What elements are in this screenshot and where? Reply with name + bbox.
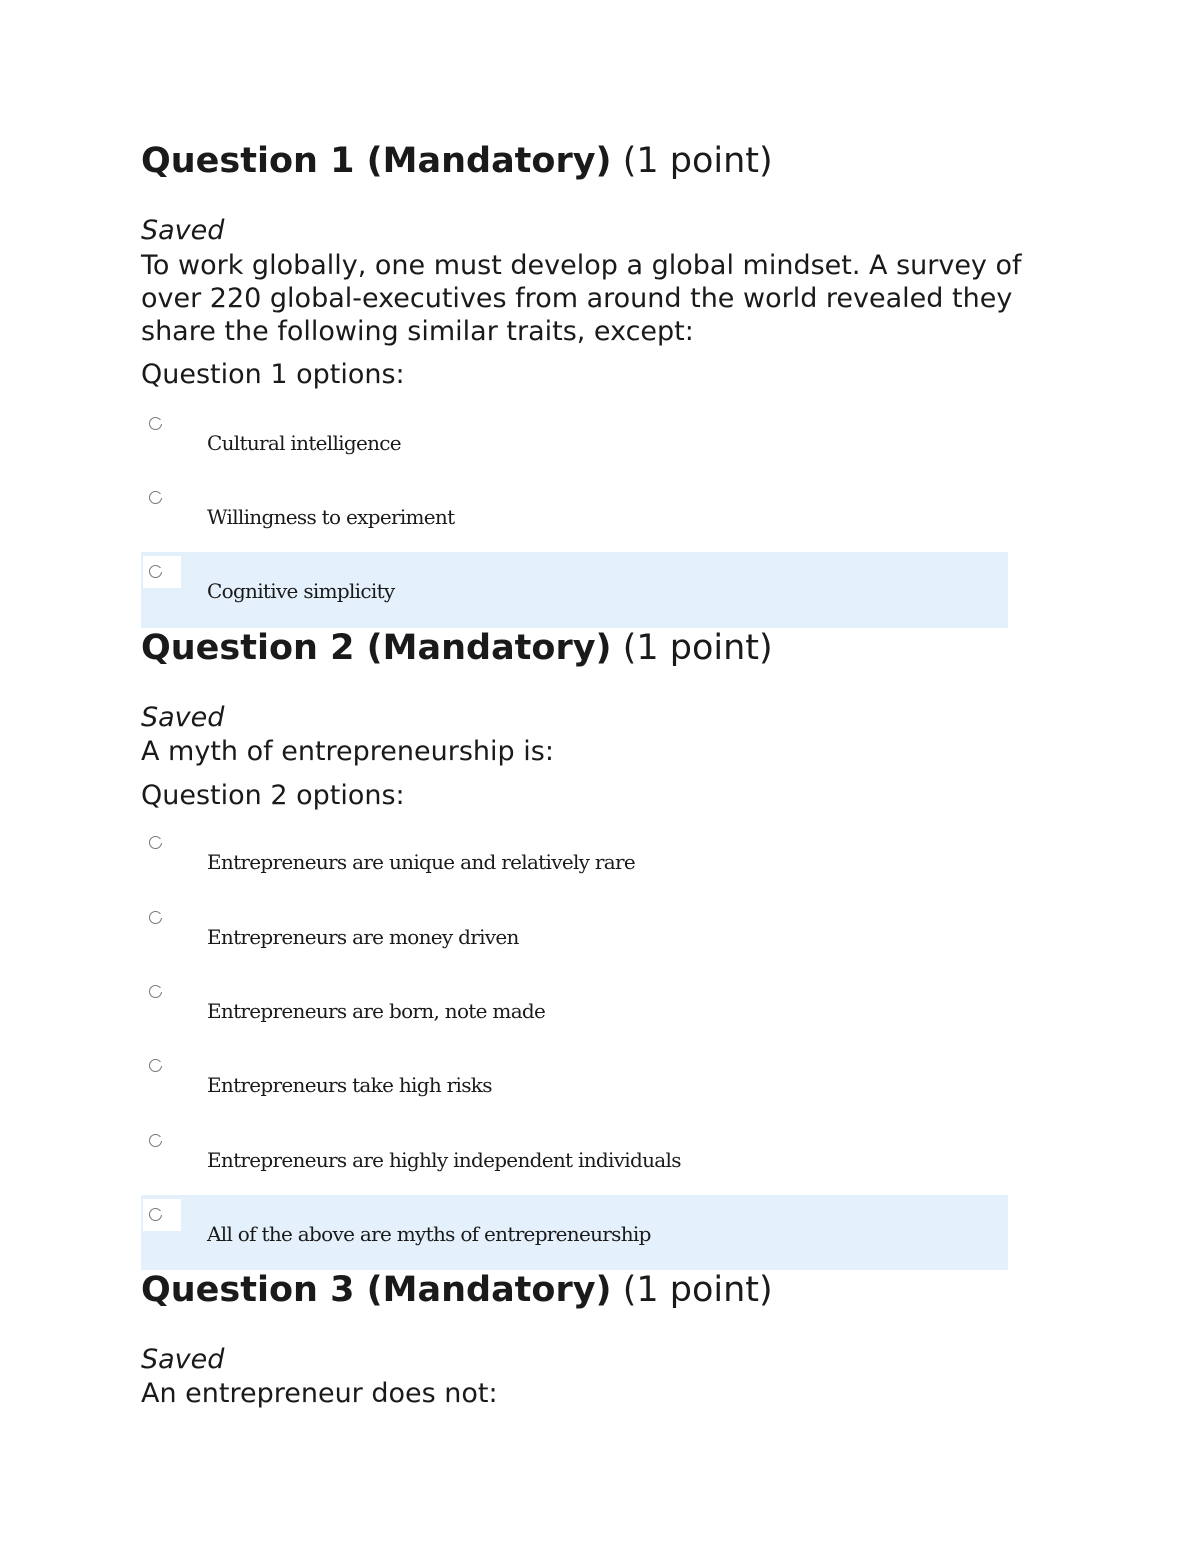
option-cultural-intelligence[interactable] — [141, 404, 1008, 478]
radio-container — [143, 556, 181, 588]
radio-container — [143, 482, 181, 514]
question-3-prompt: An entrepreneur does not: — [141, 1378, 498, 1409]
question-2-prompt: A myth of entrepreneurship is: — [141, 736, 554, 767]
radio-button[interactable] — [149, 836, 162, 849]
radio-container — [143, 827, 181, 859]
option-born-not-made[interactable] — [141, 972, 1008, 1046]
radio-button[interactable] — [149, 1208, 162, 1221]
radio-button[interactable] — [149, 1134, 162, 1147]
option-willingness-to-experiment[interactable] — [141, 478, 1008, 552]
question-points: (1 point) — [622, 628, 773, 668]
question-points: (1 point) — [622, 1270, 773, 1310]
question-1-title — [141, 141, 773, 181]
saved-status: Saved — [141, 702, 225, 733]
radio-container — [143, 1199, 181, 1231]
radio-button[interactable] — [149, 565, 162, 578]
option-label: Entrepreneurs take high risks — [207, 1073, 492, 1097]
option-unique-and-rare[interactable] — [141, 823, 1008, 897]
option-label: All of the above are myths of entrepreneurship — [207, 1222, 651, 1246]
option-label: Cognitive simplicity — [207, 579, 395, 603]
option-high-risks[interactable] — [141, 1046, 1008, 1120]
option-cognitive-simplicity[interactable] — [141, 552, 1008, 628]
radio-container — [143, 1125, 181, 1157]
question-points: (1 point) — [622, 141, 773, 181]
option-all-of-the-above[interactable] — [141, 1195, 1008, 1270]
question-3-title — [141, 1270, 773, 1310]
option-label: Entrepreneurs are born, note made — [207, 999, 546, 1023]
option-money-driven[interactable] — [141, 898, 1008, 972]
option-label: Entrepreneurs are unique and relatively rare — [207, 850, 635, 874]
radio-button[interactable] — [149, 985, 162, 998]
question-2-title — [141, 628, 773, 668]
radio-container — [143, 408, 181, 440]
question-title-text: Question 2 (Mandatory) — [141, 628, 612, 668]
radio-button[interactable] — [149, 417, 162, 430]
question-title-text: Question 3 (Mandatory) — [141, 1270, 612, 1310]
option-label: Entrepreneurs are money driven — [207, 925, 519, 949]
option-label: Entrepreneurs are highly independent individuals — [207, 1148, 681, 1172]
radio-button[interactable] — [149, 911, 162, 924]
question-1-options-label: Question 1 options: — [141, 359, 405, 390]
radio-container — [143, 902, 181, 934]
question-title-text: Question 1 (Mandatory) — [141, 141, 612, 181]
saved-status: Saved — [141, 215, 225, 246]
radio-container — [143, 1050, 181, 1082]
question-2-options-label: Question 2 options: — [141, 780, 405, 811]
option-label: Cultural intelligence — [207, 431, 401, 455]
radio-container — [143, 976, 181, 1008]
radio-button[interactable] — [149, 1059, 162, 1072]
option-label: Willingness to experiment — [207, 505, 455, 529]
option-highly-independent[interactable] — [141, 1121, 1008, 1195]
radio-button[interactable] — [149, 491, 162, 504]
question-1-prompt: To work globally, one must develop a global mindset. A survey of over 220 global-executives from around the world revealed they share the following similar traits, except: — [141, 250, 1022, 347]
saved-status: Saved — [141, 1344, 225, 1375]
